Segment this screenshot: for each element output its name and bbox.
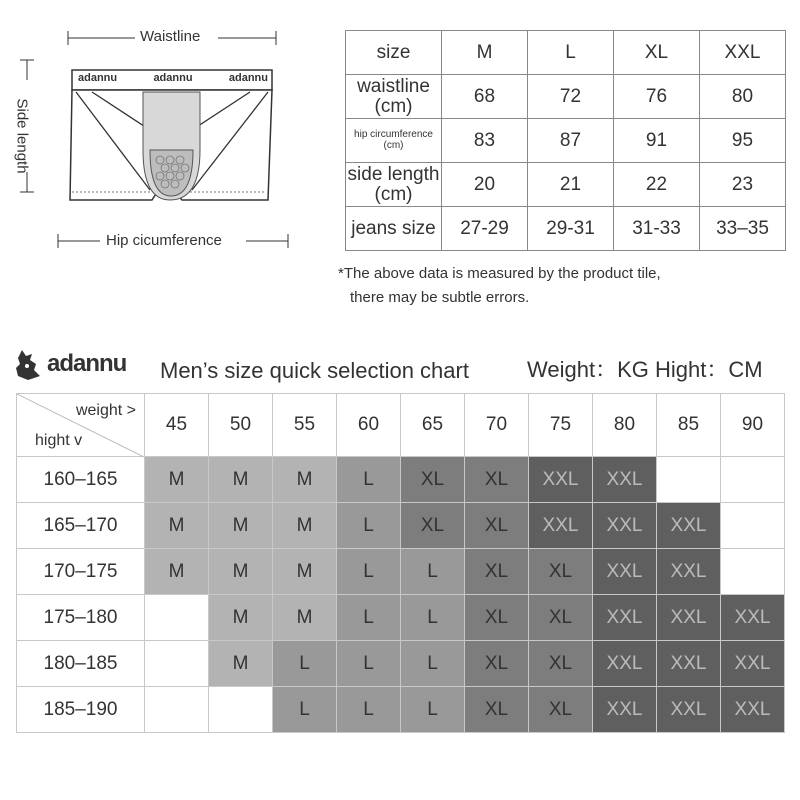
measurement-label bbox=[346, 163, 442, 207]
corner-weight-label: weight > bbox=[75, 402, 136, 419]
side-length-label: Side length bbox=[13, 98, 31, 174]
size-cell: M bbox=[145, 457, 209, 503]
chart-title: Men’s size quick selection chart bbox=[160, 358, 469, 383]
measurement-label-line1: jeans size bbox=[351, 217, 436, 239]
weight-column-header: 50 bbox=[209, 394, 273, 457]
size-cell: M bbox=[145, 549, 209, 595]
empty-cell bbox=[145, 595, 209, 641]
empty-cell bbox=[721, 549, 785, 595]
measurement-label-line1: side length bbox=[347, 163, 440, 185]
size-cell: XXL bbox=[593, 457, 657, 503]
measurement-label-line2: (cm) bbox=[374, 95, 413, 117]
size-cell: L bbox=[401, 549, 465, 595]
grid-corner-cell bbox=[17, 394, 145, 457]
size-cell: XL bbox=[465, 641, 529, 687]
empty-cell bbox=[721, 457, 785, 503]
size-column-header: XXL bbox=[700, 31, 786, 75]
size-cell: XXL bbox=[593, 595, 657, 641]
waistband-brand-text: adannu bbox=[228, 72, 268, 84]
size-cell: M bbox=[209, 641, 273, 687]
measurement-label bbox=[346, 75, 442, 119]
size-header-cell: size bbox=[346, 31, 442, 75]
corner-height-label: hight v bbox=[35, 432, 83, 449]
units-label: Weight：KG Hight：CM bbox=[527, 357, 763, 382]
size-cell: XXL bbox=[529, 503, 593, 549]
size-cell: XL bbox=[465, 595, 529, 641]
measurement-label bbox=[346, 119, 442, 163]
size-column-header: XL bbox=[614, 31, 700, 75]
measurement-label-line2: (cm) bbox=[383, 139, 404, 151]
empty-cell bbox=[145, 687, 209, 733]
size-cell: XL bbox=[529, 687, 593, 733]
size-table-row bbox=[346, 75, 786, 119]
measurement-label-line2: (cm) bbox=[374, 183, 413, 205]
size-cell: XXL bbox=[657, 641, 721, 687]
size-cell: M bbox=[273, 503, 337, 549]
measurement-note bbox=[338, 262, 661, 310]
size-cell: L bbox=[337, 687, 401, 733]
weight-column-header: 90 bbox=[721, 394, 785, 457]
waistband-brand bbox=[78, 72, 268, 84]
size-cell: M bbox=[273, 595, 337, 641]
note-line-2: there may be subtle errors. bbox=[350, 289, 530, 306]
weight-column-header: 45 bbox=[145, 394, 209, 457]
grid-row bbox=[17, 641, 785, 687]
measurement-value: 72 bbox=[528, 75, 614, 119]
measurement-label-line1: hip circumference bbox=[354, 129, 433, 140]
size-table bbox=[345, 30, 786, 251]
height-row-header: 175–180 bbox=[17, 595, 145, 641]
size-cell: L bbox=[337, 503, 401, 549]
size-cell: XL bbox=[529, 549, 593, 595]
size-cell: XL bbox=[529, 641, 593, 687]
grid-row bbox=[17, 549, 785, 595]
size-cell: L bbox=[401, 641, 465, 687]
measurement-value: 83 bbox=[442, 119, 528, 163]
underwear-diagram bbox=[0, 0, 330, 260]
size-table-row bbox=[346, 207, 786, 251]
measurement-value: 33–35 bbox=[700, 207, 786, 251]
size-cell: L bbox=[273, 687, 337, 733]
size-cell: L bbox=[337, 457, 401, 503]
weight-column-header: 55 bbox=[273, 394, 337, 457]
measurement-value: 20 bbox=[442, 163, 528, 207]
size-cell: XXL bbox=[657, 549, 721, 595]
measurement-value: 29-31 bbox=[528, 207, 614, 251]
quick-selection-grid bbox=[16, 393, 785, 733]
measurement-value: 87 bbox=[528, 119, 614, 163]
size-column-header: M bbox=[442, 31, 528, 75]
size-cell: M bbox=[209, 503, 273, 549]
size-cell: XL bbox=[465, 457, 529, 503]
weight-column-header: 70 bbox=[465, 394, 529, 457]
weight-column-header: 60 bbox=[337, 394, 401, 457]
size-cell: XXL bbox=[721, 641, 785, 687]
grid-row bbox=[17, 687, 785, 733]
grid-row bbox=[17, 457, 785, 503]
size-cell: XL bbox=[465, 687, 529, 733]
size-cell: XL bbox=[465, 549, 529, 595]
size-cell: XXL bbox=[657, 595, 721, 641]
measurement-value: 23 bbox=[700, 163, 786, 207]
size-cell: L bbox=[337, 595, 401, 641]
logo-text: adannu bbox=[47, 350, 127, 377]
measurement-label bbox=[346, 207, 442, 251]
size-cell: XXL bbox=[721, 687, 785, 733]
measurement-value: 68 bbox=[442, 75, 528, 119]
size-cell: XXL bbox=[529, 457, 593, 503]
grid-row bbox=[17, 503, 785, 549]
brand-logo bbox=[12, 346, 152, 386]
hip-label: Hip cicumference bbox=[106, 232, 222, 249]
size-cell: M bbox=[209, 549, 273, 595]
empty-cell bbox=[721, 503, 785, 549]
size-cell: L bbox=[401, 595, 465, 641]
size-table-header-row bbox=[346, 31, 786, 75]
measurement-value: 76 bbox=[614, 75, 700, 119]
weight-column-header: 85 bbox=[657, 394, 721, 457]
size-cell: XL bbox=[401, 457, 465, 503]
weight-column-header: 65 bbox=[401, 394, 465, 457]
size-cell: XXL bbox=[593, 549, 657, 595]
size-table-row bbox=[346, 163, 786, 207]
size-cell: M bbox=[209, 457, 273, 503]
weight-column-header: 75 bbox=[529, 394, 593, 457]
height-row-header: 165–170 bbox=[17, 503, 145, 549]
size-cell: M bbox=[273, 457, 337, 503]
size-table-row bbox=[346, 119, 786, 163]
height-row-header: 185–190 bbox=[17, 687, 145, 733]
measurement-label-line1: waistline bbox=[357, 75, 430, 97]
measurement-value: 31-33 bbox=[614, 207, 700, 251]
size-column-header: L bbox=[528, 31, 614, 75]
height-row-header: 160–165 bbox=[17, 457, 145, 503]
dog-logo-icon bbox=[12, 346, 46, 386]
size-cell: XXL bbox=[593, 687, 657, 733]
size-cell: L bbox=[273, 641, 337, 687]
height-row-header: 180–185 bbox=[17, 641, 145, 687]
size-cell: XXL bbox=[721, 595, 785, 641]
empty-cell bbox=[145, 641, 209, 687]
empty-cell bbox=[657, 457, 721, 503]
size-cell: L bbox=[337, 549, 401, 595]
size-cell: XXL bbox=[593, 641, 657, 687]
size-cell: XL bbox=[465, 503, 529, 549]
note-line-1: *The above data is measured by the product tile, bbox=[338, 265, 661, 282]
size-cell: M bbox=[145, 503, 209, 549]
size-cell: M bbox=[273, 549, 337, 595]
grid-header-row bbox=[17, 394, 785, 457]
size-cell: L bbox=[337, 641, 401, 687]
size-cell: L bbox=[401, 687, 465, 733]
size-cell: XXL bbox=[657, 687, 721, 733]
waistband-brand-text: adannu bbox=[78, 72, 118, 84]
size-cell: XXL bbox=[593, 503, 657, 549]
measurement-value: 22 bbox=[614, 163, 700, 207]
height-row-header: 170–175 bbox=[17, 549, 145, 595]
size-cell: XL bbox=[401, 503, 465, 549]
measurement-value: 80 bbox=[700, 75, 786, 119]
waistband-brand-text: adannu bbox=[153, 72, 193, 84]
size-cell: XXL bbox=[657, 503, 721, 549]
empty-cell bbox=[209, 687, 273, 733]
size-cell: M bbox=[209, 595, 273, 641]
weight-column-header: 80 bbox=[593, 394, 657, 457]
measurement-value: 95 bbox=[700, 119, 786, 163]
measurement-value: 21 bbox=[528, 163, 614, 207]
measurement-value: 27-29 bbox=[442, 207, 528, 251]
measurement-value: 91 bbox=[614, 119, 700, 163]
grid-row bbox=[17, 595, 785, 641]
size-cell: XL bbox=[529, 595, 593, 641]
waistline-label: Waistline bbox=[140, 28, 201, 45]
